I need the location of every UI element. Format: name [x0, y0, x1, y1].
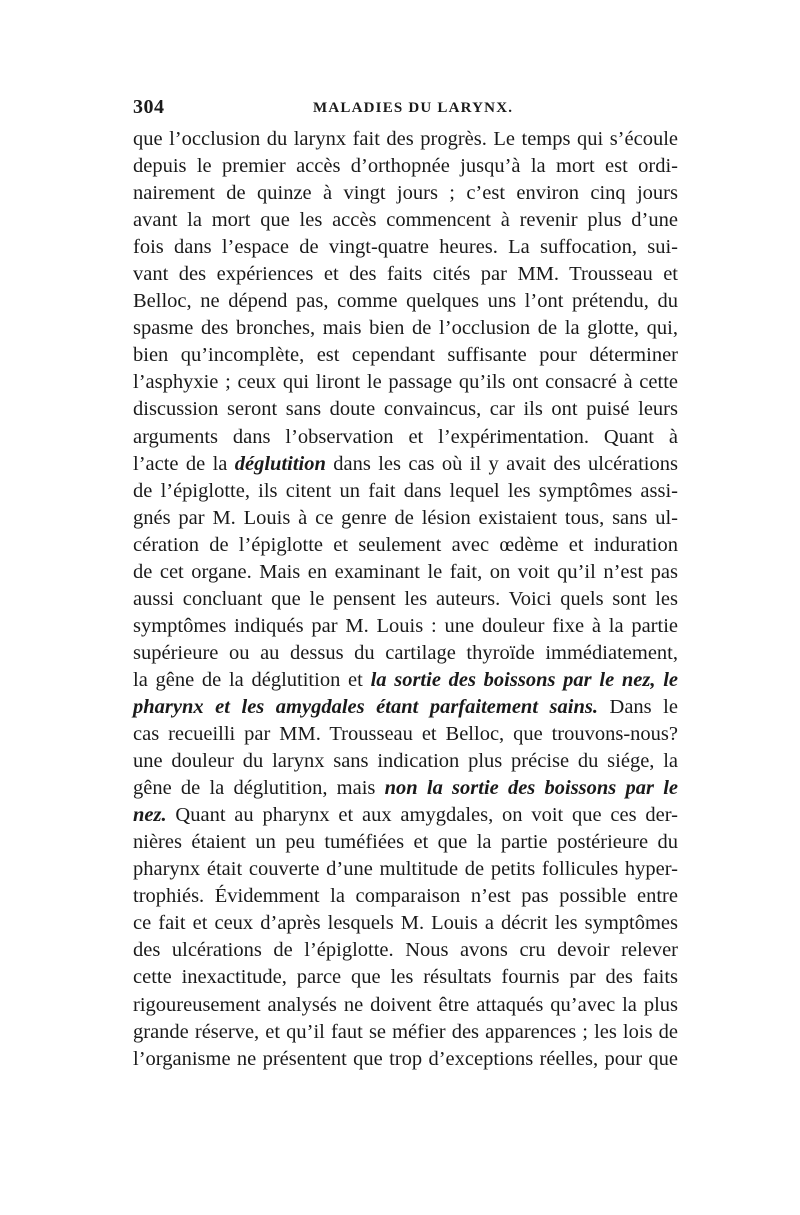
text-line — [133, 451, 678, 478]
text-segment: depuis le premier accès d’orthopnée jusqu’à la mort est ordi- — [133, 155, 678, 178]
text-segment: gêne de la déglutition, mais — [133, 777, 385, 800]
text-segment: bien qu’incomplète, est cependant suffisante pour déterminer — [133, 344, 678, 367]
text-segment: Quant au pharynx et aux amygdales, on voit que ces der- — [166, 804, 678, 827]
text-line — [133, 883, 678, 910]
italic-segment: la sortie des boissons par le nez, le — [370, 668, 678, 691]
italic-segment: nez. — [133, 804, 167, 827]
text-segment: nières étaient un peu tuméfiées et que la partie postérieure du — [133, 831, 678, 854]
text-line — [133, 721, 678, 748]
text-line — [133, 1019, 678, 1046]
text-segment: aussi concluant que le pensent les auteurs. Voici quels sont les — [133, 587, 678, 610]
text-line — [133, 559, 678, 586]
body-text — [133, 126, 678, 1073]
running-title: MALADIES DU LARYNX. — [313, 100, 514, 116]
text-segment: arguments dans l’observation et l’expérimentation. Quant à — [133, 425, 678, 448]
text-line — [133, 396, 678, 423]
text-line — [133, 856, 678, 883]
text-segment: que l’occlusion du larynx fait des progrès. Le temps qui s’écoule — [133, 128, 678, 150]
text-segment: Belloc, ne dépend pas, comme quelques uns l’ont prétendu, du — [133, 290, 678, 313]
text-line — [133, 775, 678, 802]
text-segment: la gêne de la déglutition et — [133, 668, 371, 691]
text-line — [133, 369, 678, 396]
text-segment: grande réserve, et qu’il faut se méfier des apparences ; les lois de — [133, 1020, 678, 1043]
text-line — [133, 207, 678, 234]
text-line — [133, 694, 678, 721]
text-segment: dans les cas où il y avait des ulcérations — [325, 452, 678, 475]
text-segment: supérieure ou au dessus du cartilage thyroïde immédiatement, — [133, 641, 678, 664]
text-segment: ce fait et ceux d’après lesquels M. Louis a décrit les symptômes — [133, 912, 678, 935]
text-segment: de cet organe. Mais en examinant le fait, on voit qu’il n’est pas — [133, 560, 678, 583]
text-line — [133, 992, 678, 1019]
running-head — [133, 96, 673, 120]
page-number: 304 — [133, 96, 165, 118]
text-segment: des ulcérations de l’épiglotte. Nous avons cru devoir relever — [133, 939, 678, 962]
text-segment: de l’épiglotte, ils citent un fait dans lequel les symptômes assi- — [133, 479, 678, 502]
text-segment: cette inexactitude, parce que les résultats fournis par des faits — [133, 966, 678, 989]
text-line — [133, 937, 678, 964]
text-segment: trophiés. Évidemment la comparaison n’est pas possible entre — [133, 885, 678, 908]
text-line — [133, 180, 678, 207]
text-line — [133, 802, 678, 829]
text-line — [133, 667, 678, 694]
text-line — [133, 910, 678, 937]
text-line — [133, 342, 678, 369]
text-line — [133, 315, 678, 342]
text-line — [133, 532, 678, 559]
text-segment: Dans le — [597, 695, 678, 718]
italic-segment: non la sortie des boissons par le — [384, 777, 678, 800]
text-segment: pharynx était couverte d’une multitude de petits follicules hyper- — [133, 858, 678, 881]
text-segment: l’acte de la — [133, 452, 235, 475]
text-line — [133, 478, 678, 505]
text-line — [133, 613, 678, 640]
text-segment: vant des expériences et des faits cités par MM. Trousseau et — [133, 263, 678, 286]
text-segment: discussion seront sans doute convaincus, car ils ont puisé leurs — [133, 398, 678, 421]
text-line — [133, 424, 678, 451]
text-segment: l’organisme ne présentent que trop d’exceptions réelles, pour que — [133, 1047, 678, 1070]
text-segment: avant la mort que les accès commencent à revenir plus d’une — [133, 209, 678, 232]
text-line — [133, 586, 678, 613]
text-segment: symptômes indiqués par M. Louis : une douleur fixe à la partie — [133, 614, 678, 637]
italic-segment: déglutition — [234, 452, 326, 475]
text-line — [133, 748, 678, 775]
text-line — [133, 261, 678, 288]
text-line — [133, 288, 678, 315]
text-line — [133, 505, 678, 532]
text-line — [133, 153, 678, 180]
text-line — [133, 640, 678, 667]
text-segment: une douleur du larynx sans indication plus précise du siége, la — [133, 750, 678, 773]
text-segment: cération de l’épiglotte et seulement avec œdème et induration — [133, 533, 678, 556]
text-segment: l’asphyxie ; ceux qui liront le passage qu’ils ont consacré à cette — [133, 371, 678, 394]
text-segment: nairement de quinze à vingt jours ; c’est environ cinq jours — [133, 182, 678, 205]
text-line — [133, 964, 678, 991]
text-segment: rigoureusement analysés ne doivent être attaqués qu’avec la plus — [133, 993, 678, 1016]
text-segment: fois dans l’espace de vingt-quatre heures. La suffocation, sui- — [133, 236, 678, 259]
text-line — [133, 829, 678, 856]
text-segment: gnés par M. Louis à ce genre de lésion existaient tous, sans ul- — [133, 506, 678, 529]
text-line — [133, 234, 678, 261]
italic-segment: pharynx et les amygdales étant parfaitement sains. — [133, 695, 598, 718]
text-line — [133, 1046, 678, 1073]
text-segment: spasme des bronches, mais bien de l’occlusion de la glotte, qui, — [133, 317, 678, 340]
text-line — [133, 126, 678, 153]
text-segment: cas recueilli par MM. Trousseau et Belloc, que trouvons-nous? — [133, 723, 678, 746]
